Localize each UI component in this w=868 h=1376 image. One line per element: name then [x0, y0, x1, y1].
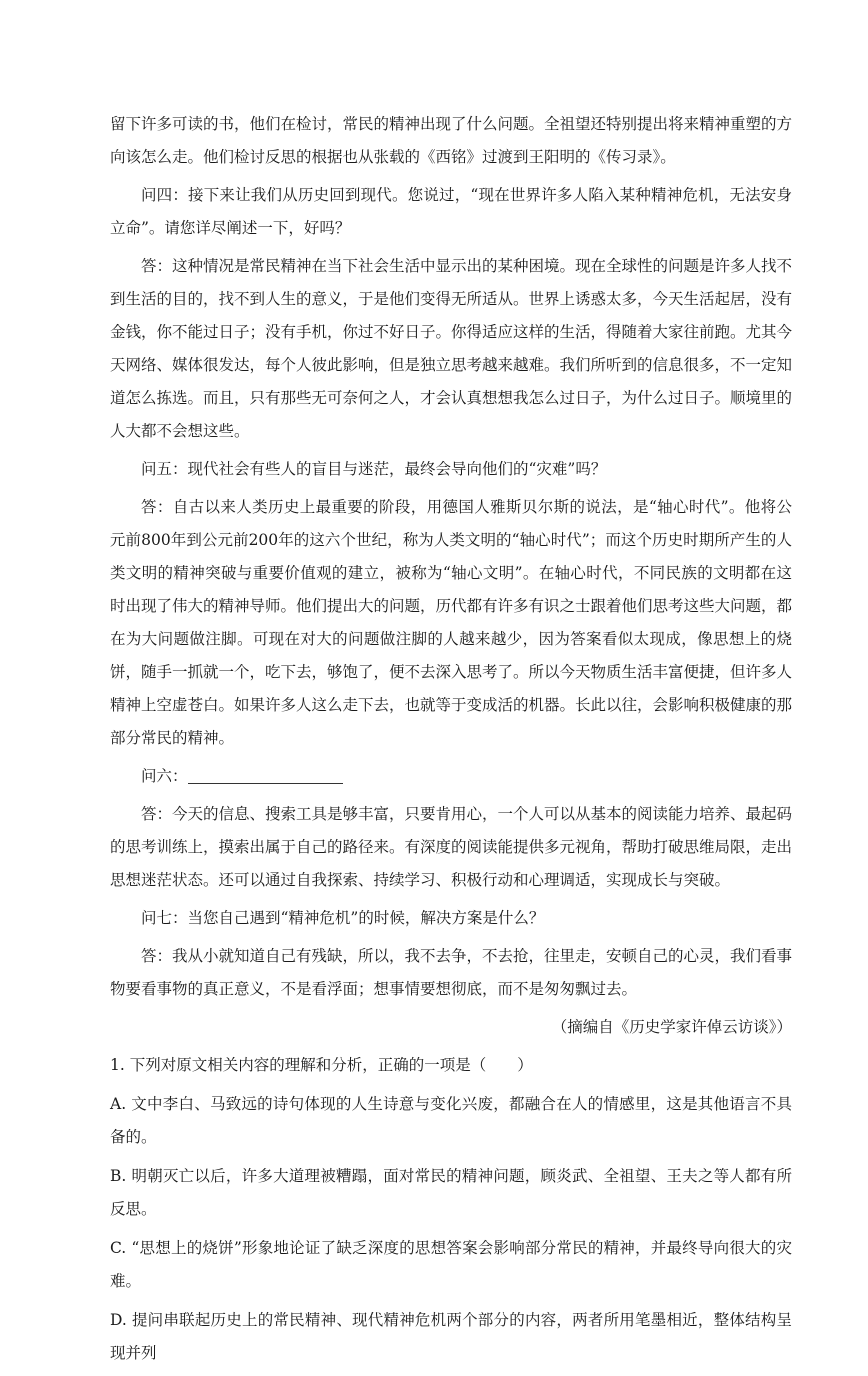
question-six-label: 问六：	[141, 767, 188, 785]
option-b[interactable]: B. 明朝灭亡以后，许多大道理被糟蹋，面对常民的精神问题，顾炎武、全祖望、王夫之等人都有所反思。	[110, 1167, 792, 1218]
answer-four: 答：这种情况是常民精神在当下社会生活中显示出的某种困境。现在全球性的问题是许多人找不到生活的目的，找不到人生的意义，于是他们变得无所适从。世界上诱惑太多，今天生活起居，没有金钱，你不能过日子；没有手机，你过不好日子。你得适应这样的生活，得随着大家往前跑。尤其今天网络、媒体很发达，每个人彼此影响，但是独立思考越来越难。我们所听到的信息很多，不一定知道怎么拣选。而且，只有那些无可奈何之人，才会认真想想我怎么过日子，为什么过日子。顺境里的人大都不会想这些。	[110, 257, 793, 440]
option-c[interactable]: C. “思想上的烧饼”形象地论证了缺乏深度的思想答案会影响部分常民的精神，并最终导向很大的灾难。	[110, 1239, 792, 1290]
question-five: 问五：现代社会有些人的盲目与迷茫，最终会导向他们的“灾难”吗？	[141, 460, 607, 478]
answer-six: 答：今天的信息、搜索工具是够丰富，只要肯用心，一个人可以从基本的阅读能力培养、最起码的思考训练上，摸索出属于自己的路径来。有深度的阅读能提供多元视角，帮助打破思维局限，走出思想迷茫状态。还可以通过自我探索、持续学习、积极行动和心理调适，实现成长与突破。	[110, 805, 793, 889]
option-d[interactable]: D. 提问串联起历史上的常民精神、现代精神危机两个部分的内容，两者所用笔墨相近，整体结构呈现并列	[110, 1311, 792, 1362]
answer-five: 答：自古以来人类历史上最重要的阶段，用德国人雅斯贝尔斯的说法，是“轴心时代”。他将公元前800年到公元前200年的这六个世纪，称为人类文明的“轴心时代”；而这个历史时期所产生的人类文明的精神突破与重要价值观的建立，被称为“轴心文明”。在轴心时代，不同民族的文明都在这时出现了伟大的精神导师。他们提出大的问题，历代都有许多有识之士跟着他们思考这些大问题，都在为大问题做注脚。可现在对大的问题做注脚的人越来越少，因为答案看似太现成，像思想上的烧饼，随手一抓就一个，吃下去，够饱了，便不去深入思考了。所以今天物质生活丰富便捷，但许多人精神上空虚苍白。如果许多人这么走下去，也就等于变成活的机器。长此以往，会影响积极健康的那部分常民的精神。	[110, 498, 793, 747]
question-seven: 问七：当您自己遇到“精神危机”的时候，解决方案是什么？	[141, 909, 545, 927]
answer-blank[interactable]	[188, 765, 343, 784]
question-six	[110, 760, 792, 793]
paragraph-continuation: 留下许多可读的书，他们在检讨，常民的精神出现了什么问题。全祖望还特别提出将来精神重塑的方向该怎么走。他们检讨反思的根据也从张载的《西铭》过渡到王阳明的《传习录》。	[110, 115, 793, 166]
source-citation: （摘编自《历史学家许倬云访谈》）	[551, 1018, 792, 1036]
question-one-stem: 1. 下列对原文相关内容的理解和分析，正确的一项是（ ）	[110, 1056, 533, 1074]
question-section	[110, 1049, 792, 1370]
article-body	[110, 108, 792, 1376]
answer-seven: 答：我从小就知道自己有残缺，所以，我不去争，不去抢，往里走，安顿自己的心灵，我们看事物要看事物的真正意义，不是看浮面；想事情要想彻底，而不是匆匆飘过去。	[110, 947, 793, 998]
option-a[interactable]: A. 文中李白、马致远的诗句体现的人生诗意与变化兴废，都融合在人的情感里，这是其他语言不具备的。	[110, 1095, 792, 1146]
question-four: 问四：接下来让我们从历史回到现代。您说过，“现在世界许多人陷入某种精神危机，无法安身立命”。请您详尽阐述一下，好吗？	[110, 186, 792, 237]
